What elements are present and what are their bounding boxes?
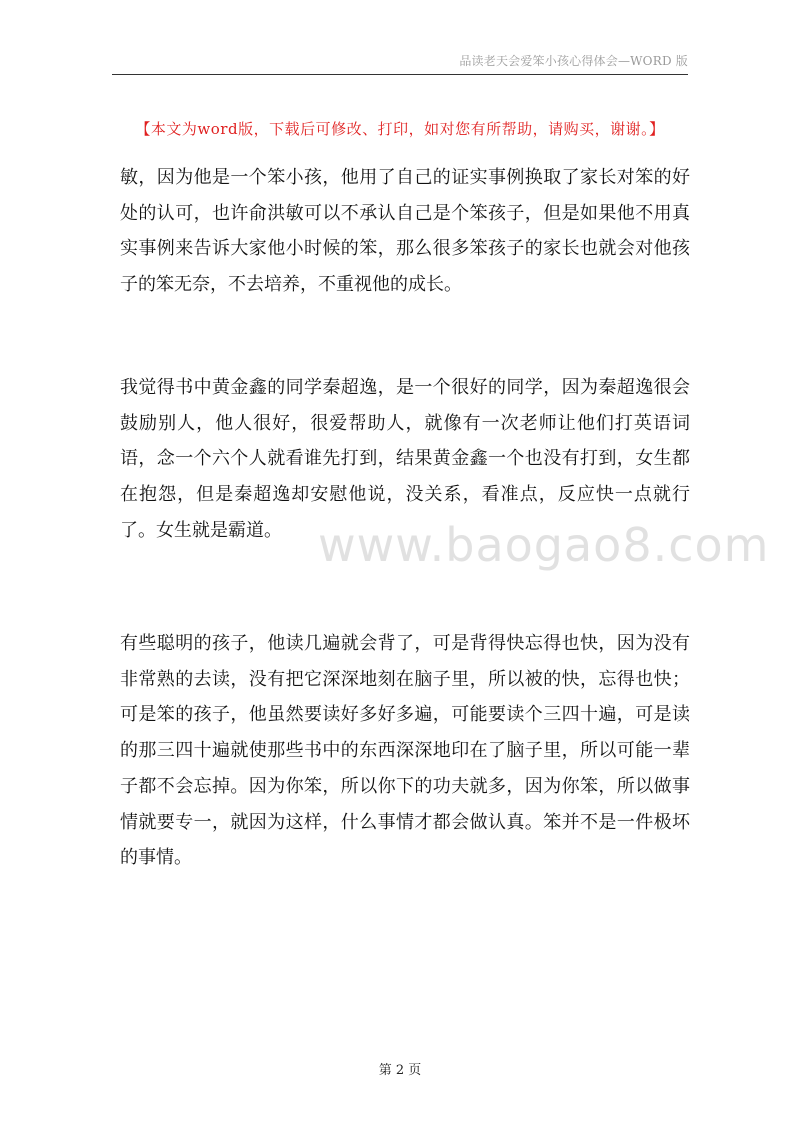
header-divider: [112, 74, 688, 75]
watermark: www.baogao8.com: [318, 518, 770, 572]
header-title: 品读老天会爱笨小孩心得体会—WORD 版: [459, 54, 688, 68]
download-notice: 【本文为word版，下载后可修改、打印，如对您有所帮助，请购买，谢谢。】: [135, 120, 665, 138]
paragraph-1: 敏，因为他是一个笨小孩，他用了自己的证实事例换取了家长对笨的好处的认可，也许俞洪敏可以不承认自己是个笨孩子，但是如果他不用真实事例来告诉大家他小时候的笨，那么很多笨孩子的家长也就会对他孩子的笨无奈，不去培养，不重视他的成长。: [120, 167, 690, 296]
paragraph-2: 我觉得书中黄金鑫的同学秦超逸，是一个很好的同学，因为秦超逸很会鼓励别人，他人很好，很爱帮助人，就像有一次老师让他们打英语词语，念一个六个人就看谁先打到，结果黄金鑫一个也没有打到，女生都在抱怨，但是秦超逸却安慰他说，没关系，看准点，反应快一点就行了。女生就是霸道。: [120, 377, 690, 541]
paragraph-3: 有些聪明的孩子，他读几遍就会背了，可是背得快忘得也快，因为没有非常熟的去读，没有把它深深地刻在脑子里，所以被的快，忘得也快；可是笨的孩子，他虽然要读好多好多遍，可能要读个三四十遍，可是读的那三四十遍就使那些书中的东西深深地印在了脑子里，所以可能一辈子都不会忘掉。因为你笨，所以你下的功夫就多，因为你笨，所以做事情就要专一，就因为这样，什么事情才都会做认真。笨并不是一件极坏的事情。: [120, 633, 690, 869]
page-number: 第 2 页: [378, 1063, 422, 1078]
